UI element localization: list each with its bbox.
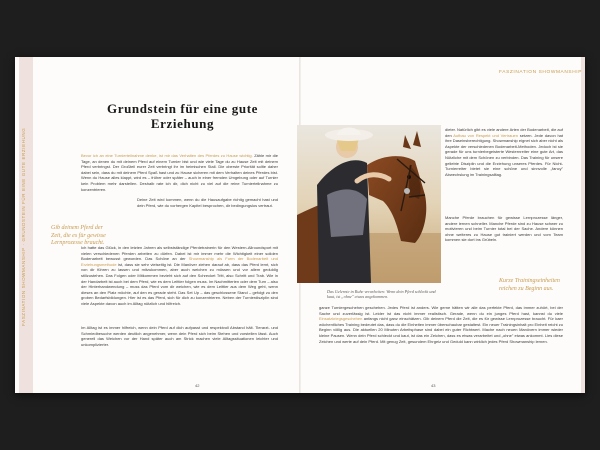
right-bottom-highlight: Einsatzkriegsgeschehen [319, 316, 363, 322]
intro-text: Zähle mir die Tage, an denen du mit deinem Pferd auf einem Turnier bist und wie viele Tage du zu Hause Zeit mit deinem Pferd verbringst. Der Großteil eurer Zeit verbringt ihr im heimischen Stall. Die oberste Priorität sollte daher dabei sein, dass du mit deinem Pferd Spaß hast und zu Hause sicheren mit dem Verhalten deines Pferdes bist. Wenn du Hause alles klappt, wird es – früher oder später – auch in einer fremden Umgebung oder auf Turnier kein Problem mehr darstellen. Deshalb rate ich dir, dich nicht zu viel auf die reine Turnierteilnahme zu konzentrieren. [81, 153, 278, 192]
page-number-right: 43 [431, 383, 436, 388]
horse-and-rider-photo [297, 125, 441, 283]
bottom-paragraph: Im Alltag ist es immer hilfreich, wenn dein Pferd auf dich aufpasst und respektvoll Abstand hält. Tierarzt- und Schmiedbesuche werden deutlich angenehmer, wenn dein Pferd sich beim Stehen und vorstellen lässt. Auch generell das Weichen vor der Hand später auch am Strick machen viele Alltagssituationen leichter und unkomplizierter. [81, 325, 278, 347]
intro-paragraph [81, 153, 278, 195]
intro-highlight: Bevor ich an eine Turnierteilnahme denke, ist mir das Verhalten des Pferdes zu Hause wichtig. [81, 153, 253, 158]
pull-quote-right: Kurze Trainingseinheiten reichen zu Beginn aus. [499, 278, 560, 292]
right-top-text-a: dieter. Natürlich gibt es viele andere Arten der Bodenarbeit, die auf den [445, 127, 563, 138]
photo-caption: Das Gelernte in Ruhe verarbeiten: Wenn dein Pferd schleckt und kaut, ist „ohne" etwas angekommen. [327, 289, 436, 300]
right-column-top [445, 127, 563, 211]
right-column-middle: Manche Pferde brauchen für gewisse Lernprozesse länger, andere lernen schneller. Manche Pferde sind zu Hause schwer zu motivieren und beim Turnier total bei der Sache. Andere können ohne weiteres zu Hause gut trainiert werden und vom Team kommen sie dort ins Grübeln. [445, 215, 563, 243]
column-2-top: Deine Zeit wird kommen, wenn du die Hausaufgabe richtig gemacht hast und dein Pferd, wie du vorhergen Kapitel besprochen, dir bedingungslos vertraut. [137, 197, 278, 208]
main-paragraph [81, 245, 278, 319]
main-text-b: ist, dass sie sehr vielseitig ist. Die Manöver ziehen darauf ab, dass das Pferd lernt, sich von dir führen zu lassen und mitzukommen, aber auch weichen zu müssen und vor allem geduldig stillzustehen. Das Folgen oder Mitkommen bezieht sich auf den Schrecket Tritt, also Schritt und Trab. Wie in der Handarbeit ist auch bei dem Pferd, wie es dem Leittier folgen muss. Im Nachmitterien oder dem Turn – also der Hinterhandwendung – muss das Pferd vom dir weichen, wie es dem Leittier aus dem Weg geht, wenn dieses an den Platz möchte, auf den es gerade steht. Das Set Up – das geschlossene Stand – gefolgt zu den groben Bedarfsbildungen. Hier ist es das Pferd, sich für dich zu konzentrieren. Neben der Turnierdisziplin sind viele Aspekte davon auch im Alltag nützlich und hilfreich. [81, 261, 278, 306]
right-bottom-text-a: ganze Turniergeschehen geschehen. Jedes Pferd ist anders. Wie gerne hätten wir alle das perfekte Pferd, das immer zuhört, bei der Sache und zuverlässig ist. Leider ist das nicht immer realistisch. Gerade, wenn du ein junges Pferd hast, kannst du viele [319, 305, 563, 316]
running-head: FASZINATION SHOWMANSHIP [499, 70, 583, 75]
right-edge-strip [581, 57, 585, 393]
pull-quote: Gib deinem Pferd der Zeit, die es für gewisse Lernprozesse braucht. [51, 225, 106, 246]
article-title: Grundstein für eine gute Erziehung [106, 101, 259, 131]
magazine-spread [15, 57, 585, 393]
page-number-left: 42 [195, 383, 200, 388]
main-highlight: Showmanship als Form der Bodenarbeit und Erziehungsmethode [81, 256, 278, 267]
main-text-a: Ich hatte das Glück, in den letzten Jahren als selbstständige Pferdetrainerin für den Western-Allroundsport mit vielen verschiedenen Pferden arbeiten zu dürfen. Dabei ist mir immer mehr die Wichtigkeit einer soliden Bodenarbeit bewusst geworden. Das Schöne an der [81, 245, 278, 262]
right-bottom-text-b: anfangs nicht ganz einschätzen. Gib deinem Pferd die Zeit, die es für gewisse Lernprozesse braucht. Für kaer wöchentliches Training bedeutet das, dass du die Einheiten immer überschaubar gestaltest. Ein neuer Trainingsinhalt pro Einheit reicht zu Beginn völlig aus. Die aktuellen 20 Minuten Arbeitsphase sind dabei ein guter Richtwert. Mache nach neuen Manövern immer wieder kleine Pausen. Wenn dein Pferd schleckt und kaut, ist das ein Zeichen, dass es etwas verarbeitet und „ohne" etwas ankommt. Lies diese Zeichen und werte auf dein Pferd. Mit genug Zeit, gesundem Ehrgeiz und Geduld kann wirklich jedes Pferd Showmanship lernen. [319, 316, 563, 344]
right-top-text-b: setzen. Jede davon hat ihre Daseinsberechtigung. Showmanship eignet sich aber nicht als Aspekte der verschiedenen Bodenarbeit-Methoden. Jedoch ist sie gerade für uns turnierbegeisterte Westernreiter eine gute Art, das Nützliche mit dem Schönen zu verbinden. Das Training für unsere geliebte Disziplin und die Erziehung unseres Pferdes. Für Nicht-Turnierreiter bietet sie eine schöne und sinnvolle „fancy" Abwechslung im Trainingsalltag. [445, 132, 563, 177]
right-top-highlight: Aufbau von Respekt und Vertrauen [453, 132, 518, 138]
right-bottom-paragraph [319, 305, 563, 377]
photo-illustration [297, 125, 441, 283]
spine-running-title: FASZINATION SHOWMANSHIP · GRUNDSTEIN FÜR EINE GUTE ERZIEHUNG [21, 127, 26, 327]
